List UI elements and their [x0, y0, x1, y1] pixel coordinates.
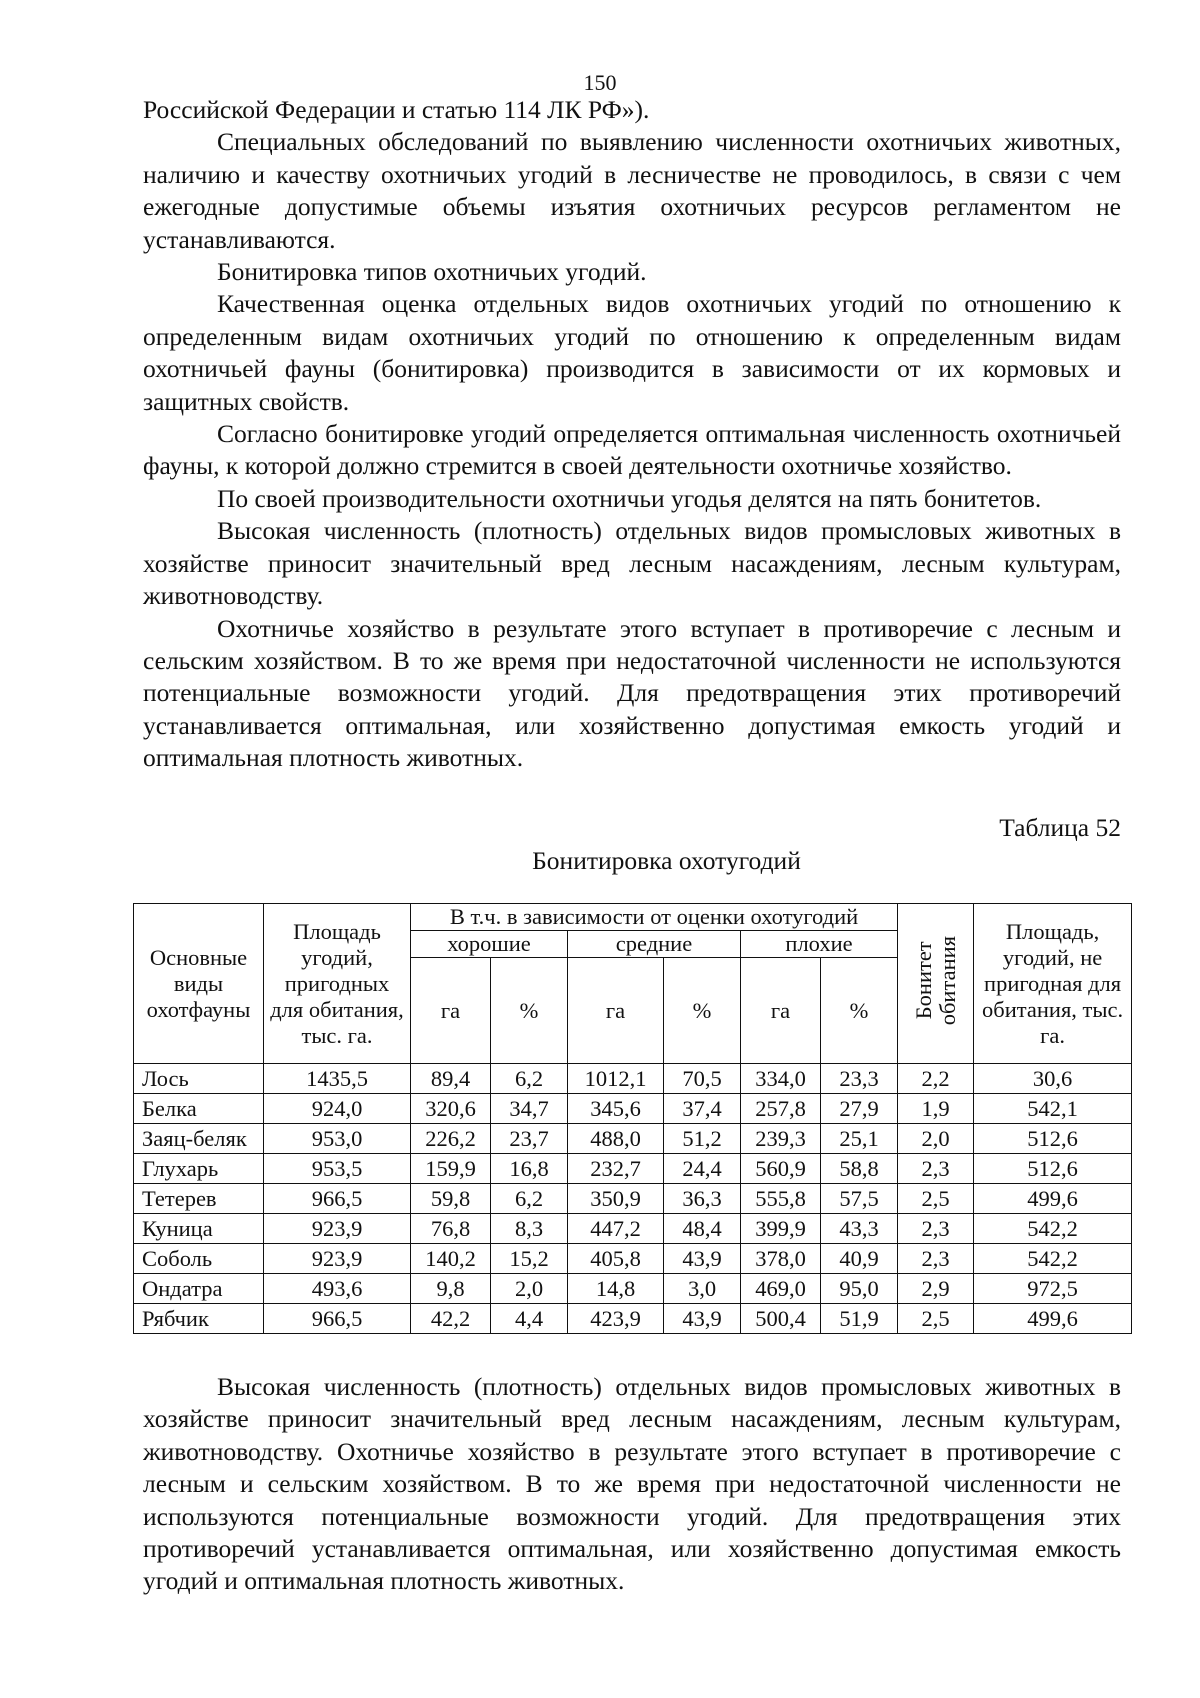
cell-area-suitable: 966,5: [264, 1304, 411, 1334]
cell-medium-pct: 70,5: [664, 1064, 741, 1094]
cell-poor-pct: 51,9: [821, 1304, 898, 1334]
cell-medium-ha: 488,0: [568, 1124, 664, 1154]
cell-medium-pct: 51,2: [664, 1124, 741, 1154]
cell-medium-pct: 43,9: [664, 1244, 741, 1274]
cell-species: Белка: [134, 1094, 264, 1124]
cell-good-ha: 89,4: [411, 1064, 491, 1094]
cell-good-pct: 34,7: [491, 1094, 568, 1124]
cell-poor-pct: 43,3: [821, 1214, 898, 1244]
cell-species: Куница: [134, 1214, 264, 1244]
cell-medium-ha: 423,9: [568, 1304, 664, 1334]
header-by-rating: В т.ч. в зависимости от оценки охотугодий: [411, 904, 898, 931]
cell-medium-ha: 405,8: [568, 1244, 664, 1274]
cell-species: Рябчик: [134, 1304, 264, 1334]
table-label: Таблица 52: [999, 813, 1121, 842]
cell-species: Заяц-беляк: [134, 1124, 264, 1154]
cell-medium-ha: 345,6: [568, 1094, 664, 1124]
cell-good-ha: 226,2: [411, 1124, 491, 1154]
cell-species: Соболь: [134, 1244, 264, 1274]
cell-good-pct: 6,2: [491, 1064, 568, 1094]
table-row: [134, 1064, 1132, 1094]
table-header: [134, 904, 1132, 1064]
table-row: [134, 1304, 1132, 1334]
cell-bonitet: 2,3: [898, 1154, 974, 1184]
cell-area-unsuitable: 512,6: [974, 1154, 1132, 1184]
top-paragraph: Специальных обследований по выявлению численности охотничьих животных, наличию и качеству охотничьих угодий в лесничестве не проводилось, в связи с чем ежегодные допустимые объемы изъятия охотничьих ресурсов регламентом не устанавливаются.: [143, 127, 1121, 254]
header-poor: плохие: [741, 931, 898, 958]
bonitet-table: [133, 903, 1132, 1334]
header-poor-pct: %: [821, 958, 898, 1064]
cell-bonitet: 2,3: [898, 1244, 974, 1274]
cell-good-ha: 159,9: [411, 1154, 491, 1184]
cell-good-ha: 140,2: [411, 1244, 491, 1274]
cell-medium-pct: 43,9: [664, 1304, 741, 1334]
cell-bonitet: 2,0: [898, 1124, 974, 1154]
header-good-pct: %: [491, 958, 568, 1064]
cell-poor-pct: 23,3: [821, 1064, 898, 1094]
top-paragraph: Бонитировка типов охотничьих угодий.: [217, 257, 647, 287]
cell-area-unsuitable: 499,6: [974, 1184, 1132, 1214]
cell-good-pct: 23,7: [491, 1124, 568, 1154]
cell-good-pct: 15,2: [491, 1244, 568, 1274]
cell-poor-ha: 469,0: [741, 1274, 821, 1304]
bottom-paragraph: Высокая численность (плотность) отдельных видов промысловых животных в хозяйстве приносит значительный вред лесным насаждениям, лесным культурам, животноводству. Охотничье хозяйство в результате этого вступает в противоречие с лесным и сельским хозяйством. В то же время при недостаточной численности не используются потенциальные возможности угодий. Для предотвращения этих противоречий устанавливается оптимальная, или хозяйственно допустимая емкость угодий и оптимальная плотность животных.: [143, 1372, 1121, 1596]
cell-area-suitable: 1435,5: [264, 1064, 411, 1094]
table-row: [134, 1184, 1132, 1214]
cell-good-pct: 16,8: [491, 1154, 568, 1184]
cell-bonitet: 2,5: [898, 1184, 974, 1214]
cell-good-ha: 76,8: [411, 1214, 491, 1244]
top-paragraph: Российской Федерации и статью 114 ЛК РФ»).: [143, 95, 650, 124]
cell-species: Ондатра: [134, 1274, 264, 1304]
bottom-text-block: [143, 1371, 1121, 1598]
header-poor-ha: га: [741, 958, 821, 1064]
cell-area-suitable: 953,5: [264, 1154, 411, 1184]
cell-species: Глухарь: [134, 1154, 264, 1184]
header-area-suitable: Площадь угодий, пригодных для обитания, тыс. га.: [264, 904, 411, 1064]
cell-area-suitable: 923,9: [264, 1214, 411, 1244]
table-row: [134, 1094, 1132, 1124]
cell-area-unsuitable: 542,2: [974, 1214, 1132, 1244]
cell-medium-pct: 37,4: [664, 1094, 741, 1124]
cell-good-pct: 2,0: [491, 1274, 568, 1304]
cell-area-unsuitable: 972,5: [974, 1274, 1132, 1304]
cell-area-unsuitable: 499,6: [974, 1304, 1132, 1334]
header-species: Основные виды охотфауны: [134, 904, 264, 1064]
table-row: [134, 1154, 1132, 1184]
cell-area-suitable: 924,0: [264, 1094, 411, 1124]
cell-area-suitable: 493,6: [264, 1274, 411, 1304]
cell-area-suitable: 953,0: [264, 1124, 411, 1154]
cell-area-suitable: 923,9: [264, 1244, 411, 1274]
cell-bonitet: 1,9: [898, 1094, 974, 1124]
cell-bonitet: 2,5: [898, 1304, 974, 1334]
top-paragraph: Высокая численность (плотность) отдельных видов промысловых животных в хозяйстве приносит значительный вред лесным насаждениям, лесным культурам, животноводству.: [143, 516, 1121, 611]
cell-good-pct: 6,2: [491, 1184, 568, 1214]
top-text-block: [143, 94, 1121, 775]
cell-species: Тетерев: [134, 1184, 264, 1214]
cell-area-unsuitable: 30,6: [974, 1064, 1132, 1094]
cell-medium-ha: 447,2: [568, 1214, 664, 1244]
cell-medium-ha: 1012,1: [568, 1064, 664, 1094]
cell-bonitet: 2,9: [898, 1274, 974, 1304]
cell-area-unsuitable: 542,1: [974, 1094, 1132, 1124]
cell-poor-ha: 334,0: [741, 1064, 821, 1094]
cell-good-ha: 9,8: [411, 1274, 491, 1304]
cell-poor-pct: 40,9: [821, 1244, 898, 1274]
cell-area-unsuitable: 512,6: [974, 1124, 1132, 1154]
cell-medium-ha: 232,7: [568, 1154, 664, 1184]
top-paragraph: По своей производительности охотничьи угодья делятся на пять бонитетов.: [217, 483, 1042, 513]
cell-good-ha: 42,2: [411, 1304, 491, 1334]
header-medium: средние: [568, 931, 741, 958]
cell-medium-pct: 3,0: [664, 1274, 741, 1304]
cell-medium-pct: 48,4: [664, 1214, 741, 1244]
cell-bonitet: 2,3: [898, 1214, 974, 1244]
cell-poor-ha: 555,8: [741, 1184, 821, 1214]
header-bonitet-label: Бонитет обитания: [910, 935, 960, 1026]
header-medium-pct: %: [664, 958, 741, 1064]
cell-poor-ha: 239,3: [741, 1124, 821, 1154]
cell-medium-ha: 14,8: [568, 1274, 664, 1304]
header-good: хорошие: [411, 931, 568, 958]
table-title: Бонитировка охотугодий: [532, 846, 801, 875]
cell-poor-pct: 25,1: [821, 1124, 898, 1154]
top-paragraph: Охотничье хозяйство в результате этого вступает в противоречие с лесным и сельским хозяйством. В то же время при недостаточной численности не используются потенциальные возможности угодий. Для предотвращения этих противоречий устанавливается оптимальная, или хозяйственно допустимая емкость угодий и оптимальная плотность животных.: [143, 613, 1121, 773]
top-paragraph: Качественная оценка отдельных видов охотничьих угодий по отношению к определенным видам охотничьих угодий по отношению к определенным видам охотничьей фауны (бонитировка) производится в зависимости от их кормовых и защитных свойств.: [143, 289, 1121, 416]
table-row: [134, 1214, 1132, 1244]
header-medium-ha: га: [568, 958, 664, 1064]
cell-bonitet: 2,2: [898, 1064, 974, 1094]
header-bonitet: [898, 904, 974, 1064]
table-row: [134, 1274, 1132, 1304]
cell-poor-pct: 95,0: [821, 1274, 898, 1304]
top-paragraph: Согласно бонитировке угодий определяется оптимальная численность охотничьей фауны, к которой должно стремится в своей деятельности охотничье хозяйство.: [143, 419, 1121, 481]
table-body: [134, 1064, 1132, 1334]
cell-area-suitable: 966,5: [264, 1184, 411, 1214]
header-good-ha: га: [411, 958, 491, 1064]
cell-poor-ha: 560,9: [741, 1154, 821, 1184]
cell-species: Лось: [134, 1064, 264, 1094]
table-row: [134, 1124, 1132, 1154]
cell-good-ha: 320,6: [411, 1094, 491, 1124]
cell-poor-pct: 57,5: [821, 1184, 898, 1214]
cell-medium-ha: 350,9: [568, 1184, 664, 1214]
cell-medium-pct: 36,3: [664, 1184, 741, 1214]
cell-poor-pct: 27,9: [821, 1094, 898, 1124]
cell-poor-pct: 58,8: [821, 1154, 898, 1184]
cell-good-ha: 59,8: [411, 1184, 491, 1214]
header-area-unsuitable: Площадь, угодий, не пригодная для обитания, тыс. га.: [974, 904, 1132, 1064]
cell-medium-pct: 24,4: [664, 1154, 741, 1184]
cell-good-pct: 8,3: [491, 1214, 568, 1244]
page-number: 150: [583, 70, 617, 95]
cell-poor-ha: 399,9: [741, 1214, 821, 1244]
cell-poor-ha: 378,0: [741, 1244, 821, 1274]
cell-poor-ha: 500,4: [741, 1304, 821, 1334]
cell-area-unsuitable: 542,2: [974, 1244, 1132, 1274]
cell-good-pct: 4,4: [491, 1304, 568, 1334]
cell-poor-ha: 257,8: [741, 1094, 821, 1124]
table-row: [134, 1244, 1132, 1274]
